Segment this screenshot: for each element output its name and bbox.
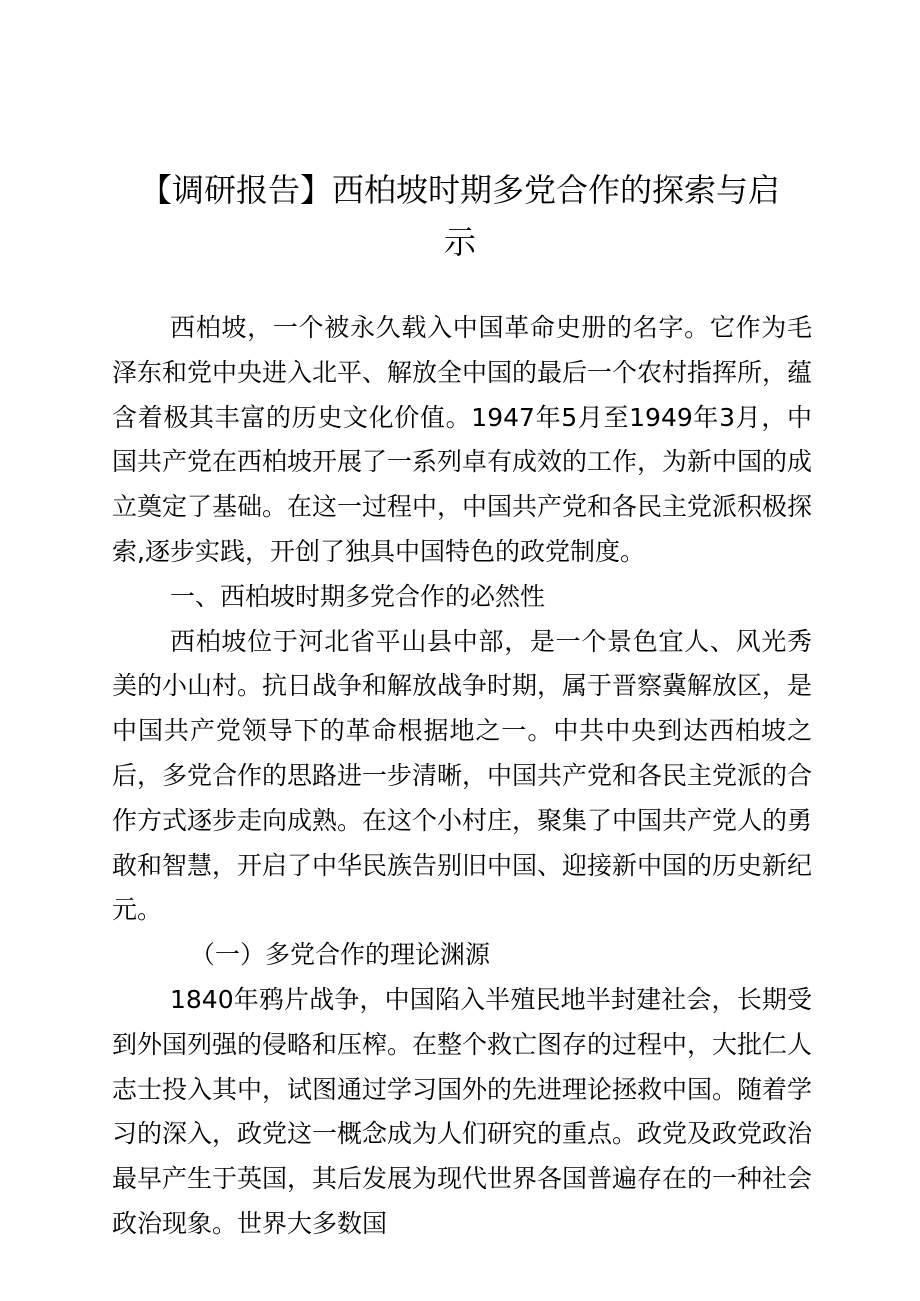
subsection-heading-1: （一）多党合作的理论渊源 — [190, 940, 491, 970]
paragraph-theory-origin: 1840年鸦片战争，中国陷入半殖民地半封建社会，长期受到外国列强的侵略和压榨。在整个救亡图存的过程中，大批仁人志士投入其中，试图通过学习国外的先进理论拯救中国。随着学习的深入，政党这一概念成为人们研究的重点。政党及政党政治最早产生于英国，其后发展为现代世界各国普遍存在的一种社会政治现象。世界大多数国 — [112, 984, 813, 1238]
section-heading-1: 一、西柏坡时期多党合作的必然性 — [170, 581, 546, 611]
title-line-1: 【调研报告】西柏坡时期多党合作的探索与启 — [139, 171, 780, 209]
document-body — [112, 306, 812, 1247]
paragraph-intro: 西柏坡，一个被永久载入中国革命史册的名字。它作为毛泽东和党中央进入北平、解放全中国的最后一个农村指挥所，蕴含着极其丰富的历史文化价值。1947年5月至1949年3月，中国共产党在西柏坡开展了一系列卓有成效的工作，为新中国的成立奠定了基础。在这一过程中，中国共产党和各民主党派积极探索,逐步实践，开创了独具中国特色的政党制度。 — [112, 313, 813, 566]
title-line-2: 示 — [443, 223, 476, 261]
paragraph-xibaipo-location: 西柏坡位于河北省平山县中部，是一个景色宜人、风光秀美的小山村。抗日战争和解放战争时期，属于晋察冀解放区，是中国共产党领导下的革命根据地之一。中共中央到达西柏坡之后，多党合作的思路进一步清晰，中国共产党和各民主党派的合作方式逐步走向成熟。在这个小村庄，聚集了中国共产党人的勇敢和智慧，开启了中华民族告别旧中国、迎接新中国的历史新纪元。 — [112, 626, 813, 925]
